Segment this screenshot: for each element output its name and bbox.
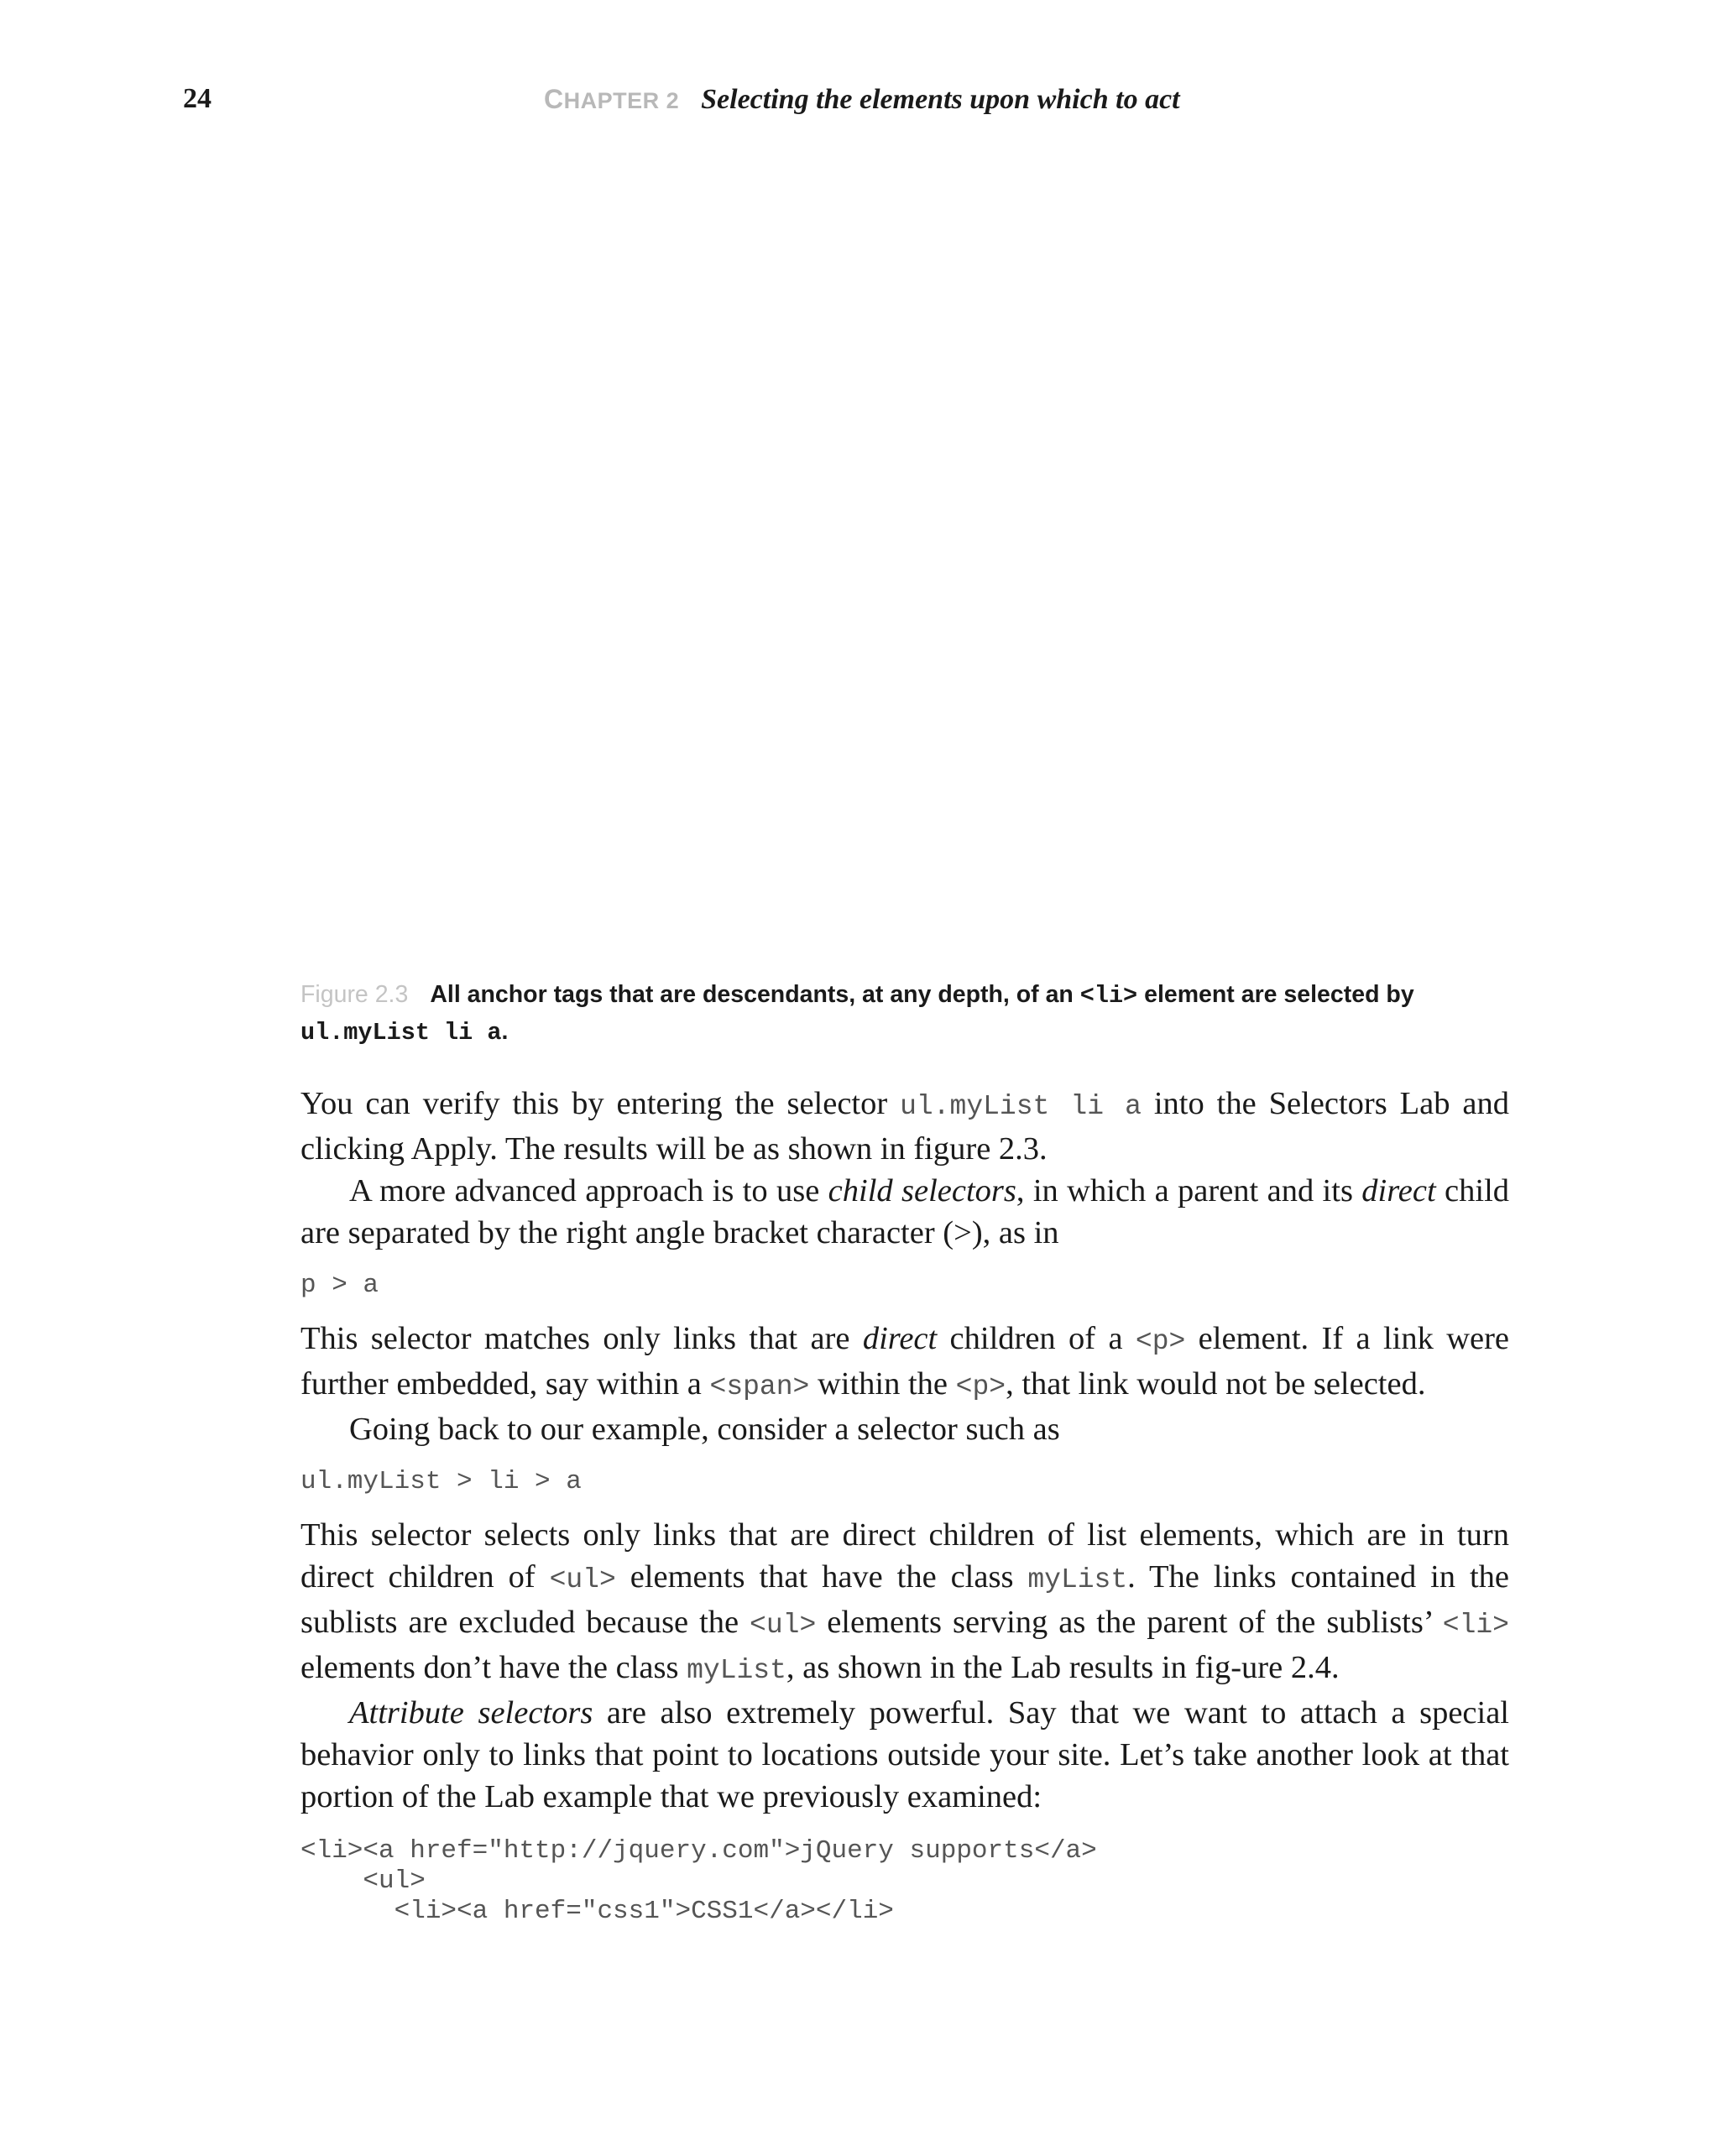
figure-label: Figure 2.3 xyxy=(300,981,409,1008)
chapter-label-initial: C xyxy=(544,84,564,114)
caption-text: element are selected by xyxy=(1137,981,1414,1008)
figure-image-area xyxy=(300,143,1509,982)
page-number: 24 xyxy=(183,83,212,114)
running-head xyxy=(544,81,1180,123)
text-run: elements don’t have the class xyxy=(300,1650,687,1685)
inline-code: ul.myList li a xyxy=(900,1091,1142,1122)
paragraph xyxy=(300,1318,1509,1408)
figure-caption xyxy=(300,977,1509,1051)
text-run: are also extremely powerful. Say that we want to attach a special behavior only to links that point to locations outside your site. Let’s take another look at that portion of the Lab example that we previously examined: xyxy=(300,1695,1509,1814)
caption-text: All anchor tags that are descendants, at any depth, of an xyxy=(430,981,1080,1008)
paragraph xyxy=(300,1408,1509,1450)
inline-code: <span> xyxy=(709,1371,810,1402)
text-run: This selector matches only links that are xyxy=(300,1321,863,1356)
inline-code: myList xyxy=(1027,1564,1128,1595)
paragraph xyxy=(300,1692,1509,1818)
text-run: , that link would not be selected. xyxy=(1006,1366,1426,1402)
code-listing xyxy=(300,1836,1509,1927)
inline-code: <li> xyxy=(1442,1610,1509,1641)
body-text xyxy=(300,1083,1509,1927)
text-run: Going back to our example, consider a selector such as xyxy=(349,1412,1060,1447)
chapter-label-rest: HAPTER 2 xyxy=(563,88,680,113)
caption-text: . xyxy=(501,1018,509,1045)
text-run: elements serving as the parent of the sublists’ xyxy=(816,1605,1443,1640)
caption-code: ul.myList li a xyxy=(300,1019,502,1047)
code-line: <li><a href="css1">CSS1</a></li> xyxy=(300,1897,894,1926)
inline-code: <ul> xyxy=(750,1610,817,1641)
inline-code: <p> xyxy=(1135,1326,1186,1357)
text-run: elements that have the class xyxy=(615,1559,1028,1595)
paragraph xyxy=(300,1514,1509,1692)
paragraph xyxy=(300,1170,1509,1254)
inline-code: myList xyxy=(687,1655,786,1686)
emphasis: child selectors xyxy=(828,1173,1016,1209)
text-run: A more advanced approach is to use xyxy=(349,1173,828,1209)
text-run: element. If a link were further embedded, say within a xyxy=(300,1321,1509,1402)
text-run: You can verify this by entering the selector xyxy=(300,1086,901,1121)
text-run: within the xyxy=(809,1366,956,1402)
inline-code: <p> xyxy=(955,1371,1006,1402)
emphasis: direct xyxy=(1361,1173,1436,1209)
inline-code: <ul> xyxy=(549,1564,616,1595)
code-line: <ul> xyxy=(300,1866,426,1896)
caption-code: <li> xyxy=(1079,982,1138,1010)
text-run: , as shown in the Lab results in fig-ure 2.4. xyxy=(786,1650,1340,1685)
chapter-label xyxy=(544,84,680,114)
text-run: This selector selects only links that are direct children of list elements, which are in turn direct children of xyxy=(300,1517,1509,1595)
text-run: , in which a parent and its xyxy=(1016,1173,1362,1209)
code-block: p > a xyxy=(300,1271,379,1300)
code-block: ul.myList > li > a xyxy=(300,1467,582,1496)
emphasis: Attribute selectors xyxy=(349,1695,593,1731)
paragraph xyxy=(300,1083,1509,1170)
text-run: child are separated by the right angle bracket character (>), as in xyxy=(300,1173,1510,1250)
text-run: children of a xyxy=(937,1321,1136,1356)
code-line: <li><a href="http://jquery.com">jQuery supports</a> xyxy=(300,1836,1097,1866)
emphasis: direct xyxy=(862,1321,938,1356)
text-run: . The links contained in the sublists are excluded because the xyxy=(300,1559,1509,1640)
chapter-title: Selecting the elements upon which to act xyxy=(701,84,1180,115)
text-run: into the Selectors Lab and clicking Apply. The results will be as shown in figure 2.3. xyxy=(300,1086,1509,1167)
